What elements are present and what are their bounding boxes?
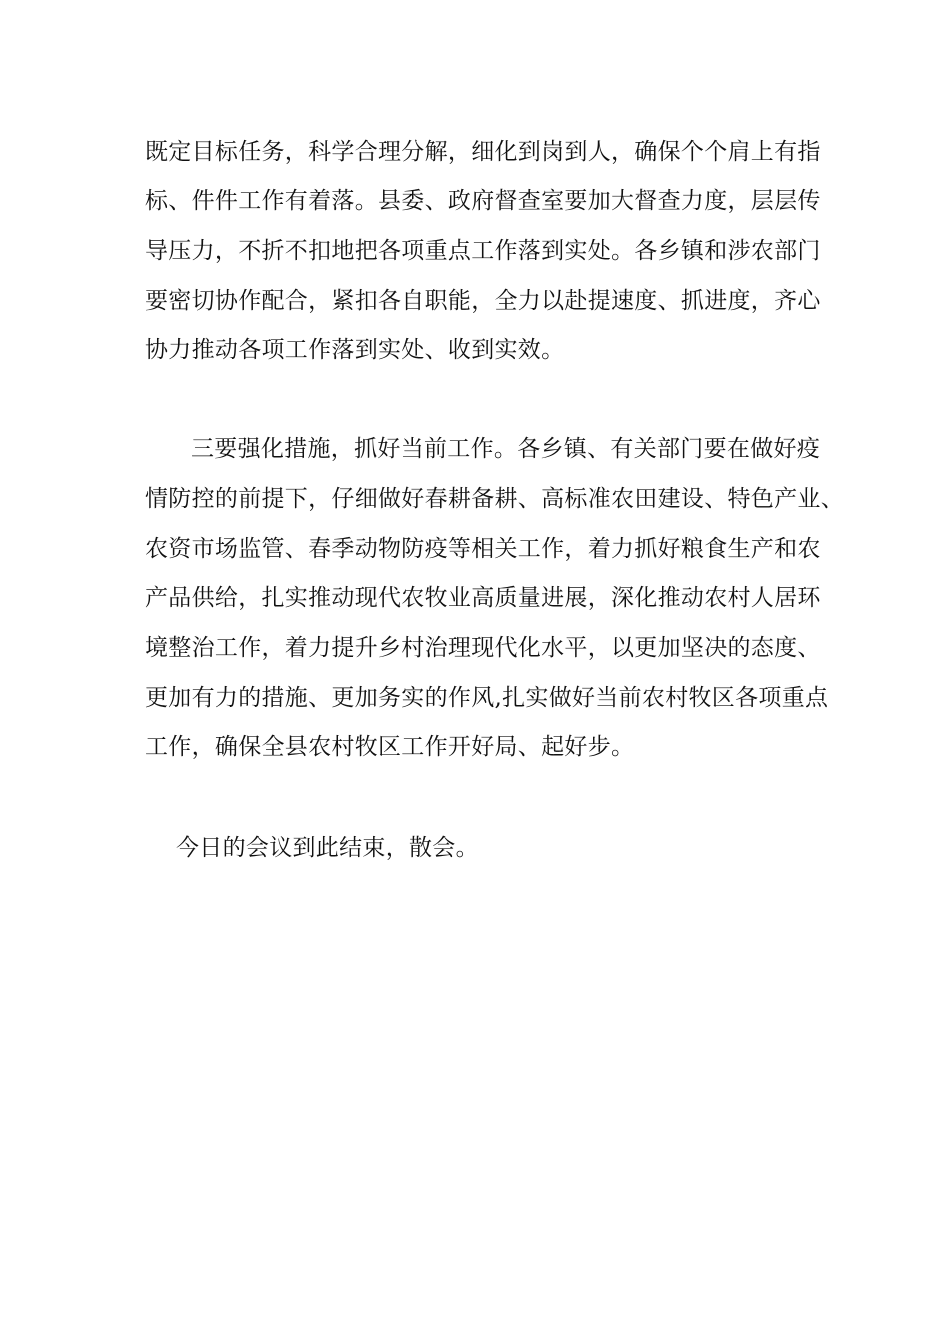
paragraph-1-line-5: 协力推动各项工作落到实处、收到实效。 — [145, 337, 565, 363]
paragraph-3-line-1: 今日的会议到此结束，散会。 — [176, 835, 479, 861]
paragraph-2-line-3: 农资市场监管、春季动物防疫等相关工作，着力抓好粮食生产和农 — [145, 536, 821, 562]
paragraph-1-line-1: 既定目标任务，科学合理分解，细化到岗到人，确保个个肩上有指 — [145, 139, 821, 165]
paragraph-1-line-4: 要密切协作配合，紧扣各自职能，全力以赴提速度、抓进度，齐心 — [145, 288, 821, 314]
paragraph-2-line-1: 三要强化措施，抓好当前工作。各乡镇、有关部门要在做好疫 — [191, 436, 821, 462]
paragraph-2-line-4: 产品供给，扎实推动现代农牧业高质量进展，深化推动农村人居环 — [145, 585, 821, 611]
paragraph-2-line-2: 情防控的前提下，仔细做好春耕备耕、高标准农田建设、特色产业、 — [145, 486, 844, 512]
paragraph-2-line-6: 更加有力的措施、更加务实的作风,扎实做好当前农村牧区各项重点 — [145, 685, 829, 711]
paragraph-1-line-2: 标、件件工作有着落。县委、政府督查室要加大督查力度，层层传 — [145, 188, 821, 214]
paragraph-2-line-7: 工作，确保全县农村牧区工作开好局、起好步。 — [145, 734, 635, 760]
paragraph-1-line-3: 导压力，不折不扣地把各项重点工作落到实处。各乡镇和涉农部门 — [145, 238, 821, 264]
paragraph-2-line-5: 境整治工作，着力提升乡村治理现代化水平，以更加坚决的态度、 — [145, 635, 821, 661]
